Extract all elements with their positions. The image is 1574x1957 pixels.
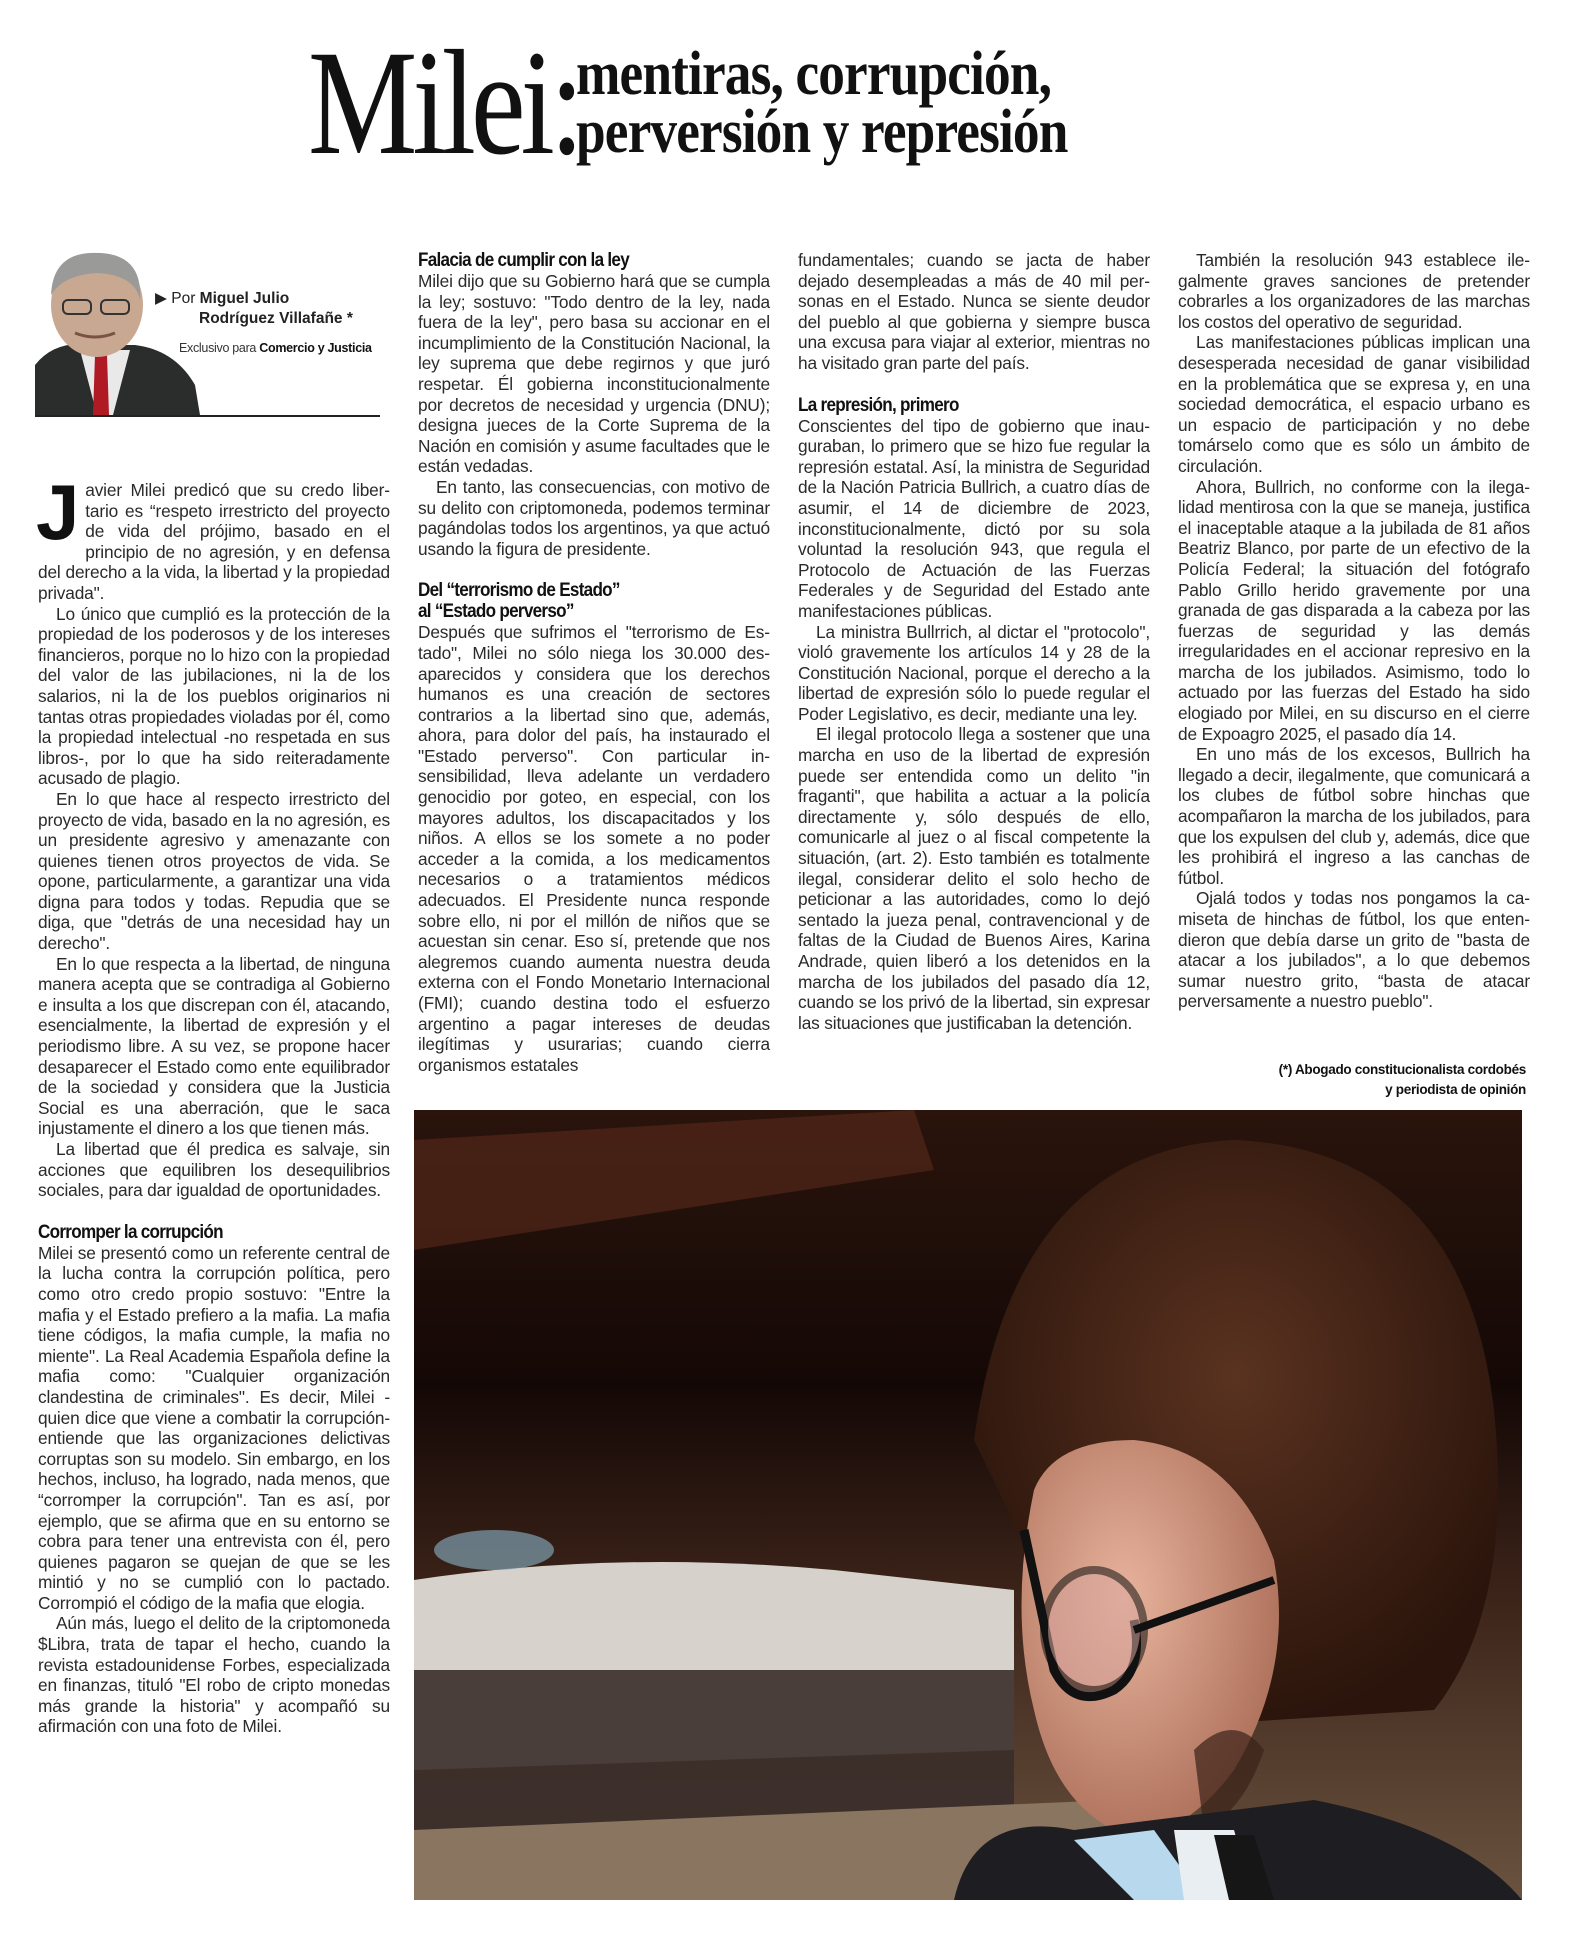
body-paragraph: Ahora, Bullrich, no conforme con la ilegalidad mentirosa con la que se maneja, justifica el inaceptable ataque a la jubilada de 81 años Beatriz Blanco, por parte de un efectivo de la Policía Federal; la situación del fotógrafo Pablo Grillo herido gravemente por una granada de gas disparada a la cabeza por las fuerzas de seguridad y las demás irregularidades en el accionar represivo en la marcha de los jubilados. Asimismo, todo lo actuado por las fuerzas del Estado ha sido elogiado por Milei, en su discurso en el cierre de Expoagro 2025, el pasado día 14. [1178, 476, 1530, 744]
body-paragraph: Las manifestaciones públicas implican una desesperada necesidad de ganar visibilidad en la problemática que se expresa y, en una sociedad democrática, el espacio urbano es un espacio de participación y no debe tomárselo como que es sólo un ámbito de circulación. [1178, 332, 1530, 476]
section-heading-falacia: Falacia de cumplir con la ley [418, 250, 630, 271]
body-paragraph: Aún más, luego el delito de la criptomoneda $Libra, trata de tapar el hecho, cuando la revista estadounidense Forbes, especializada en finanzas, tituló "El robo de cripto monedas más grande la historia" y acompañó su afirmación con una foto de Milei. [38, 1613, 390, 1737]
section-heading-terrorismo-line1: Del “terrorismo de Estado” [418, 580, 620, 602]
author-name-line2: Rodríguez Villafañe * [199, 310, 353, 327]
body-paragraph: El ilegal protocolo llega a sostener que una marcha en uso de la libertad de expresión puede ser entendida como un delito "in fraganti", que habilita a actuar a la policía directamente y, sólo después de ello, comunicarle al juez o al fiscal competente la situación, (art. 2). Esto también es totalmente ilegal, considerar delito el solo hecho de peticionar a las autoridades, como lo dejó sentado la jueza penal, contravencional y de faltas de la Ciudad de Buenos Aires, Karina Andrade, quien liberó a los detenidos en la marcha de los jubilados del pasado día 12, cuando se los privó de la libertad, sin expresar las situaciones que justificaban la detención. [798, 724, 1150, 1033]
byline [35, 245, 380, 417]
author-name-line1: Miguel Julio [199, 290, 290, 307]
photo-illustration [414, 1110, 1522, 1900]
headline-main: Milei: [308, 20, 580, 186]
body-paragraph: En lo que hace al respecto irrestricto del proyecto de vida, basado en la no agresión, es un presidente agresivo y amenazante con quienes tienen otros proyectos de vida. Se opone, particularmente, a garantizar una vida digna para todos y todas. Repudia que se diga, que "detrás de una necesidad hay un derecho". [38, 788, 390, 954]
column-1 [36, 468, 390, 1737]
footnote-line1: (*) Abogado constitucionalista cordobés [1278, 1062, 1526, 1077]
headline-subtitle-line2: perversión y represión [576, 98, 1068, 166]
body-paragraph: Después que sufrimos el "terrorismo de Estado", Milei no sólo niega los 30.000 desaparecidos y considera que los derechos humanos es una creación de sectores contrarios a la libertad sino que, además, ahora, para dolor del país, ha instaurado el "Estado perverso". Con particular insensibilidad, lleva adelante un verdadero genocidio por goteo, en especial, con los mayores adultos, los discapacitados y los niños. A ellos se los somete a no poder acceder a la comida, a los medicamentos necesarios o a tratamientos médicos adecuados. El Presidente nunca responde sobre ello, ni por el millón de niños que se acuestan sin cenar. Eso sí, pretende que nos alegremos cuando aumenta nuestra deuda externa con el Fondo Monetario Internacional (FMI); cuando destina todo el esfuerzo argentino a pagar intereses de deudas ilegítimas y usurarias; cuando cierra organismos estatales [418, 622, 770, 1075]
headline [308, 20, 1148, 186]
body-paragraph: La ministra Bullrrich, al dictar el "protocolo", violó gravemente los artículos 14 y 28 de la Constitución Nacional, porque el derecho a la libertad de expresión sólo lo puede regular el Poder Legislativo, es decir, mediante una ley. [798, 621, 1150, 724]
byline-prefix: Por [171, 290, 196, 307]
section-heading-represion: La represión, primero [798, 394, 959, 416]
drop-cap: J [36, 468, 80, 556]
body-paragraph: Milei se presentó como un referente central de la lucha contra la corrupción política, pero como otro credo propio sostuvo: "Entre la mafia y el Estado prefiero a la mafia. La mafia tiene códigos, la mafia cumple, la mafia no miente". La Real Academia Española define la mafia como: "Cualquier organización clandestina de criminales". Es decir, Milei -quien dice que viene a combatir la corrupción- entiende que las organizaciones delictivas corruptas son su modelo. Sin embargo, en los hechos, incluso, ha logrado, nada menos, que “corromper la corrupción". Tan es así, por ejemplo, que se afirma que en su entorno se cobra para tener una entrevista con él, pero quienes pagaron se quejan de que se les mintió y no se cumplió con lo pactado. Corrompió el código de la mafia que elogia. [38, 1242, 390, 1613]
main-photo [414, 1110, 1522, 1900]
headline-subtitle [576, 40, 1068, 166]
author-portrait [35, 245, 200, 415]
body-paragraph: En uno más de los excesos, Bullrich ha llegado a decir, ilegalmente, que comunicará a los clubes de fútbol sobre hinchas que acompañaron la marcha de los jubilados, para que los expulsen del club y, además, dice que les prohibirá el ingreso a las canchas de fútbol. [1178, 744, 1530, 888]
byline-text [155, 289, 385, 329]
body-paragraph: En tanto, las consecuencias, con motivo de su delito con criptomoneda, podemos terminar pagándolas todos los argentinos, ya que actuó usando la figura de presidente. [418, 476, 770, 559]
body-paragraph: Milei dijo que su Gobierno hará que se cumpla la ley; sostuvo: "Todo dentro de la ley, nada fuera de la ley", pero basa su accionar en el incumplimiento de la Constitución Nacional, la ley suprema que debe regirnos y que juró respetar. Él gobierna inconstitucionalmente por decretos de necesidad y urgencia (DNU); designa jueces de la Corte Suprema de la Nación en comisión y asume facultades que le están vedadas. [418, 271, 770, 477]
column-3 [798, 250, 1150, 1033]
column-2 [418, 250, 770, 1075]
body-paragraph: Ojalá todos y todas nos pongamos la camiseta de hinchas de fútbol, los que entendieron que debía darse un grito de "basta de atacar a los jubilados", a lo que debemos sumar nuestro grito, “basta de atacar perversamente a nuestro pueblo". [1178, 888, 1530, 1012]
body-paragraph: La libertad que él predica es salvaje, sin acciones que equilibren los desequilibrios sociales, para dar igualdad de oportunidades. [38, 1139, 390, 1201]
exclusive-note [179, 341, 372, 355]
publication-name: Comercio y Justicia [259, 341, 372, 355]
author-footnote [1279, 1060, 1526, 1100]
column-4 [1178, 250, 1530, 1012]
body-paragraph: También la resolución 943 establece ilegalmente graves sanciones de pretender cobrarles a los organizadores de las marchas los costos del operativo de seguridad. [1178, 250, 1530, 332]
intro-paragraph: Javier Milei predicó que su credo libertario es “respeto irrestricto del proyecto de vida del prójimo, basado en el principio de no agresión, y en defensa del derecho a la vida, la libertad y la propiedad privada". [36, 468, 390, 603]
footnote-line2: y periodista de opinión [1385, 1082, 1526, 1097]
exclusive-prefix: Exclusivo para [179, 341, 257, 355]
body-paragraph: Lo único que cumplió es la protección de la propiedad de los poderosos y de los intereses financieros, porque no lo hizo con la propiedad del valor de las jubilaciones, ni la de los salarios, ni la de los pueblos originarios ni tantas otras propiedades violadas por él, como la propiedad intelectual -no respetada en sus libros-, por lo que ha sido reiteradamente acusado de plagio. [38, 603, 390, 789]
section-heading-terrorismo-line2: al “Estado perverso” [418, 601, 574, 623]
section-heading-corromper: Corromper la corrupción [38, 1221, 223, 1243]
play-arrow-icon: ▶ [155, 290, 167, 307]
body-paragraph: En lo que respecta a la libertad, de ninguna manera acepta que se contradiga al Gobierno e insulta a los que discrepan con él, atacando, esencialmente, la libertad de expresión y el periodismo libre. A su vez, se propone hacer desaparecer el Estado como ente equilibrador de la sociedad y considera que la Justicia Social es una aberración, que le saca injustamente el dinero a los que tienen más. [38, 953, 390, 1139]
headline-subtitle-line1: mentiras, corrupción, [576, 40, 1052, 108]
body-paragraph: fundamentales; cuando se jacta de haber dejado desempleadas a más de 40 mil personas en el Estado. Nunca se siente deudor del pueblo al que gobierna y siempre busca una excusa para viajar al exterior, mientras no ha visitado gran parte del país. [798, 250, 1150, 373]
body-paragraph: Conscientes del tipo de gobierno que inauguraban, lo primero que se hizo fue regular la represión estatal. Así, la ministra de Seguridad de la Nación Patricia Bullrich, a cuatro días de asumir, el 14 de diciembre de 2023, inconstitucionalmente, dictó por su sola voluntad la resolución 943, que regula el Protocolo de Actuación de las Fuerzas Federales y de Seguridad del Estado ante manifestaciones públicas. [798, 415, 1150, 621]
